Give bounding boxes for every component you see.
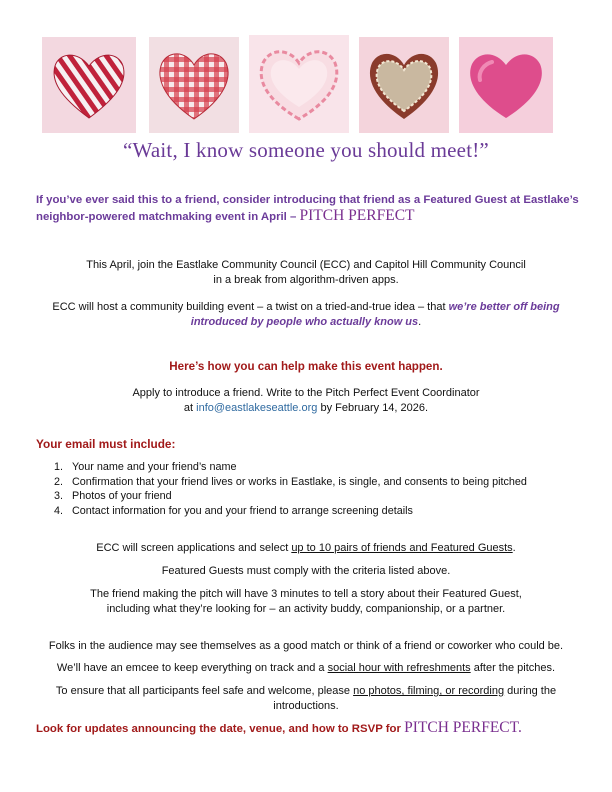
list-item [54,489,584,504]
list-number: 3. [54,490,64,503]
headline-quote: “Wait, I know someone you should meet!” [123,138,489,162]
pitch-line-2: including what they’re looking for – an activity buddy, companionship, or a partner. [106,603,506,615]
pink-felt-heart-icon [464,48,548,122]
help-heading: Here’s how you can help make this event happen. [169,360,443,373]
final-text: Look for updates announcing the date, venue, and how to RSVP for [36,723,405,735]
event-text: ECC will host a community building event – a twist on a tried-and-true idea – that [52,301,449,313]
emcee-paragraph [30,661,582,676]
apply-suffix: by February 14, 2026. [317,402,429,414]
list-item [54,504,584,519]
event-emphasis: we’re better off being introduced by people who actually know us [190,301,560,328]
safety-paragraph [30,684,582,714]
safety-underlined: no photos, filming, or recording [353,685,505,697]
gingham-heart-photo [149,37,239,133]
intro-paragraph [36,193,581,225]
safety-line-2: introductions. [273,700,339,712]
list-text: Your name and your friend’s name [72,461,237,473]
apply-line-1: Apply to introduce a friend. Write to the Pitch Perfect Event Coordinator [132,387,480,399]
pitch-line-1: The friend making the pitch will have 3 minutes to tell a story about their Featured Guest, [90,588,522,600]
red-white-striped-heart-icon [49,48,129,122]
list-number: 2. [54,475,64,488]
event-end: . [418,316,422,328]
audience-paragraph: Folks in the audience may see themselves as a good match or think of a friend or coworker who could be. [48,640,564,652]
intro-text: If you’ve ever said this to a friend, consider introducing that friend as a Featured Guest at Eastlake’s neighbor-powered matchmaking event in April – [36,194,579,223]
emcee-prefix: We’ll have an emcee to keep everything on track and a [56,662,328,674]
list-number: 4. [54,504,64,517]
apply-paragraph [30,386,582,416]
requirements-list [54,460,584,518]
list-item [54,475,584,490]
list-text: Contact information for you and your friend to arrange screening details [72,504,413,517]
screen-paragraph [30,541,582,556]
burlap-heart-icon [364,47,444,123]
email-link[interactable]: info@eastlakeseattle.org [196,402,318,414]
safety-suffix: during the [504,685,557,697]
intro-brand-name: PITCH PERFECT [299,207,415,224]
list-text: Confirmation that your friend lives or works in Eastlake, is single, and consents to being pitched [72,475,527,488]
burlap-heart-photo [359,37,449,133]
emcee-suffix: after the pitches. [470,662,556,674]
felt-heart-photo [459,37,553,133]
safety-prefix: To ensure that all participants feel safe and welcome, please [55,685,354,697]
safety-line-1 [30,684,582,699]
emcee-underlined: social hour with refreshments [327,662,471,674]
screen-prefix: ECC will screen applications and select [96,542,292,554]
hearts-banner [42,37,563,133]
screen-suffix: . [512,542,516,554]
final-brand-name: PITCH PERFECT. [404,719,522,736]
list-number: 1. [54,461,64,473]
apply-prefix: at [183,402,197,414]
list-text: Photos of your friend [72,490,172,503]
join-line-1: This April, join the Eastlake Community Council (ECC) and Capitol Hill Community Council [86,259,526,271]
list-item [54,460,584,475]
must-include-heading: Your email must include: [36,437,176,451]
criteria-paragraph: Featured Guests must comply with the criteria listed above. [161,565,451,577]
screen-underlined: up to 10 pairs of friends and Featured Guests [291,542,513,554]
red-gingham-heart-icon [154,47,234,123]
final-callout [36,719,596,737]
pitch-paragraph [30,587,582,617]
join-paragraph [30,258,582,288]
pink-stitched-heart-icon [255,45,343,123]
join-line-2: in a break from algorithm-driven apps. [213,274,399,286]
apply-line-2 [30,401,582,416]
stitched-heart-photo [249,35,349,133]
striped-heart-photo [42,37,136,133]
event-paragraph [30,300,582,330]
